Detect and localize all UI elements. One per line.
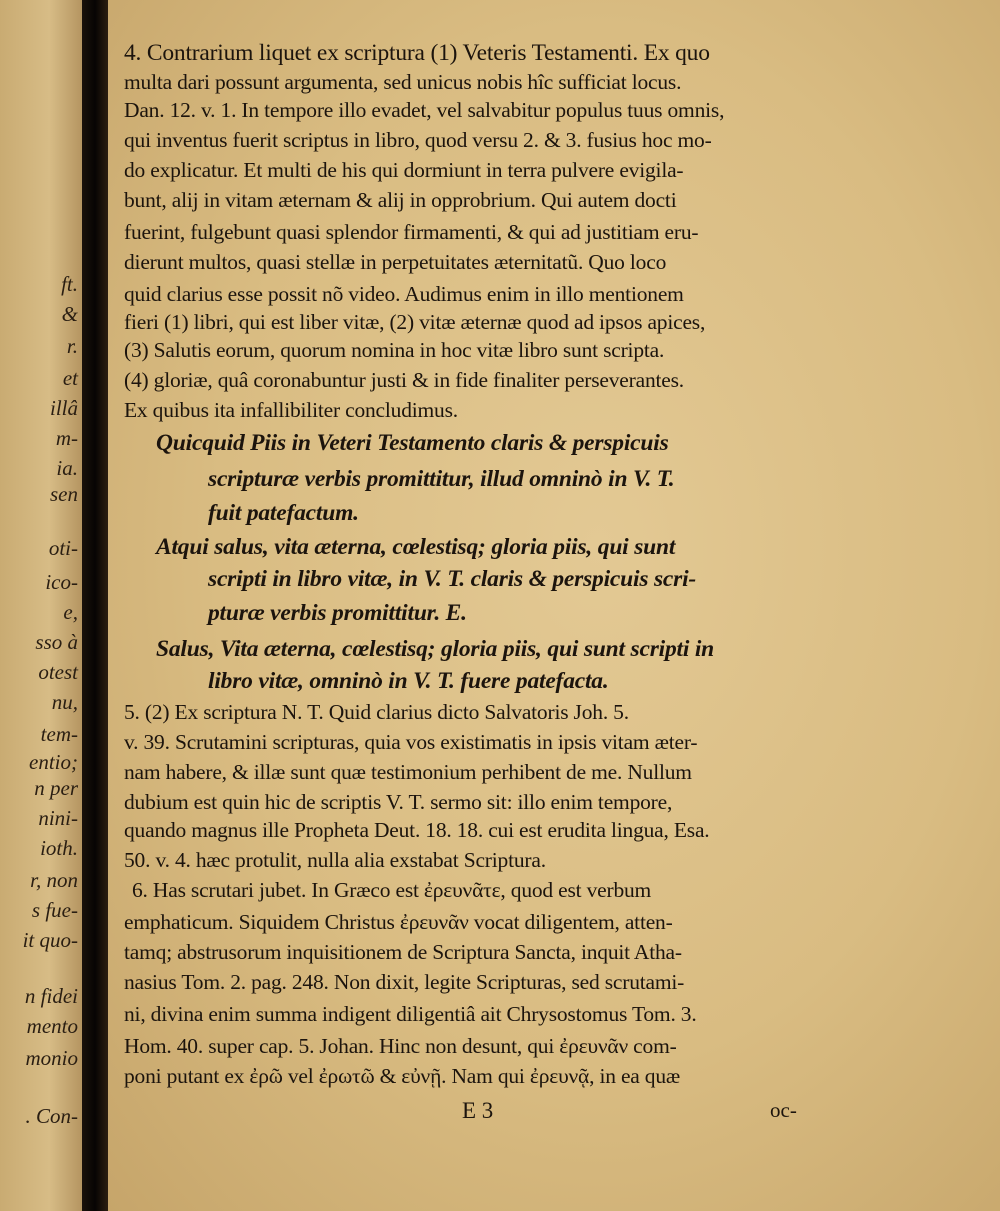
- left-page-fragment: ioth.: [40, 836, 78, 860]
- left-page-fragment: otest: [38, 660, 78, 684]
- text-line: Dan. 12. v. 1. In tempore illo evadet, vel salvabitur populus tuus omnis,: [124, 98, 725, 122]
- text-line: nasius Tom. 2. pag. 248. Non dixit, legite Scripturas, sed scrutami-: [124, 970, 685, 994]
- left-page-fragment: r.: [66, 334, 78, 358]
- left-page-fragment: e,: [63, 600, 78, 624]
- left-page-fragment: monio: [25, 1046, 78, 1070]
- left-page-fragment: &: [61, 302, 78, 326]
- left-page-fragment: s fue-: [31, 898, 78, 922]
- right-page: [108, 0, 1000, 1211]
- text-line: dierunt multos, quasi stellæ in perpetuitates æternitatũ. Quo loco: [124, 250, 667, 274]
- left-page-fragment: sso à: [35, 630, 78, 654]
- text-line: emphaticum. Siquidem Christus ἐρευνᾶν vocat diligentem, atten-: [124, 910, 673, 934]
- text-line: ni, divina enim summa indigent diligentiâ ait Chrysostomus Tom. 3.: [124, 1002, 697, 1026]
- text-line: Atqui salus, vita æterna, cœlestisq; gloria piis, qui sunt: [156, 534, 676, 560]
- text-line: do explicatur. Et multi de his qui dormiunt in terra pulvere evigila-: [124, 158, 684, 182]
- text-line: dubium est quin hic de scriptis V. T. sermo sit: illo enim tempore,: [124, 790, 673, 814]
- text-line: Quicquid Piis in Veteri Testamento claris & perspicuis: [156, 430, 669, 456]
- text-line: Hom. 40. super cap. 5. Johan. Hinc non desunt, qui ἐρευνᾶν com-: [124, 1034, 677, 1058]
- text-line: bunt, alij in vitam æternam & alij in opprobrium. Qui autem docti: [124, 188, 677, 212]
- text-line: 4. Contrarium liquet ex scriptura (1) Veteris Testamenti. Ex quo: [124, 40, 710, 66]
- left-page-edge: [0, 0, 82, 1211]
- text-line: 6. Has scrutari jubet. In Græco est ἐρευνᾶτε, quod est verbum: [132, 878, 652, 902]
- text-line: libro vitæ, omninò in V. T. fuere patefacta.: [208, 668, 609, 694]
- text-line: fuerint, fulgebunt quasi splendor firmamenti, & qui ad justitiam eru-: [124, 220, 699, 244]
- left-page-fragment: sen: [50, 482, 78, 506]
- left-page-fragment: nini-: [38, 806, 78, 830]
- left-page-fragment: r, non: [30, 868, 78, 892]
- text-line: fuit patefactum.: [208, 500, 359, 526]
- text-line: (4) gloriæ, quâ coronabuntur justi & in fide finaliter perseverantes.: [124, 368, 684, 392]
- text-line: (3) Salutis eorum, quorum nomina in hoc vitæ libro sunt scripta.: [124, 338, 665, 362]
- text-line: Salus, Vita æterna, cœlestisq; gloria piis, qui sunt scripti in: [156, 636, 715, 662]
- text-line: quid clarius esse possit nõ video. Audimus enim in illo mentionem: [124, 282, 684, 306]
- left-page-fragment: oti-: [48, 536, 78, 560]
- left-page-fragment: it quo-: [22, 928, 78, 952]
- left-page-fragment: n fidei: [24, 984, 78, 1008]
- left-page-fragment: ia.: [56, 456, 78, 480]
- text-line: pturæ verbis promittitur. E.: [208, 600, 467, 626]
- text-line: qui inventus fuerit scriptus in libro, quod versu 2. & 3. fusius hoc mo-: [124, 128, 712, 152]
- text-line: quando magnus ille Propheta Deut. 18. 18. cui est erudita lingua, Esa.: [124, 818, 710, 842]
- book-gutter: [82, 0, 108, 1211]
- text-line: 5. (2) Ex scriptura N. T. Quid clarius dicto Salvatoris Joh. 5.: [124, 700, 629, 724]
- signature-mark: E 3: [462, 1098, 494, 1123]
- text-line: fieri (1) libri, qui est liber vitæ, (2) vitæ æternæ quod ad ipsos apices,: [124, 310, 706, 334]
- text-line: scripti in libro vitæ, in V. T. claris & perspicuis scri-: [208, 566, 697, 592]
- left-page-fragment: nu,: [51, 690, 78, 714]
- text-line: nam habere, & illæ sunt quæ testimonium perhibent de me. Nullum: [124, 760, 692, 784]
- text-line: multa dari possunt argumenta, sed unicus nobis hîc sufficiat locus.: [124, 70, 682, 94]
- text-line: poni putant ex ἐρῶ vel ἐρωτῶ & εὐνῇ. Nam qui ἐρευνᾷ, in ea quæ: [124, 1064, 681, 1088]
- left-page-fragment: ft.: [61, 272, 78, 296]
- left-page-fragment: ico-: [45, 570, 78, 594]
- catchword: oc-: [770, 1098, 797, 1122]
- left-page-fragment: tem-: [40, 722, 78, 746]
- left-page-fragment: . Con-: [25, 1104, 78, 1128]
- left-page-fragment: m-: [55, 426, 78, 450]
- text-line: Ex quibus ita infallibiliter concludimus.: [124, 398, 458, 422]
- left-page-fragment: entio;: [29, 750, 78, 774]
- text-line: 50. v. 4. hæc protulit, nulla alia exstabat Scriptura.: [124, 848, 546, 872]
- text-line: v. 39. Scrutamini scripturas, quia vos existimatis in ipsis vitam æter-: [124, 730, 698, 754]
- text-line: tamq; abstrusorum inquisitionem de Scriptura Sancta, inquit Atha-: [124, 940, 682, 964]
- text-line: scripturæ verbis promittitur, illud omninò in V. T.: [208, 466, 675, 492]
- left-page-fragment: illâ: [49, 396, 78, 420]
- left-page-fragment: n per: [34, 776, 78, 800]
- left-page-fragment: mento: [26, 1014, 78, 1038]
- left-page-fragment: et: [62, 366, 78, 390]
